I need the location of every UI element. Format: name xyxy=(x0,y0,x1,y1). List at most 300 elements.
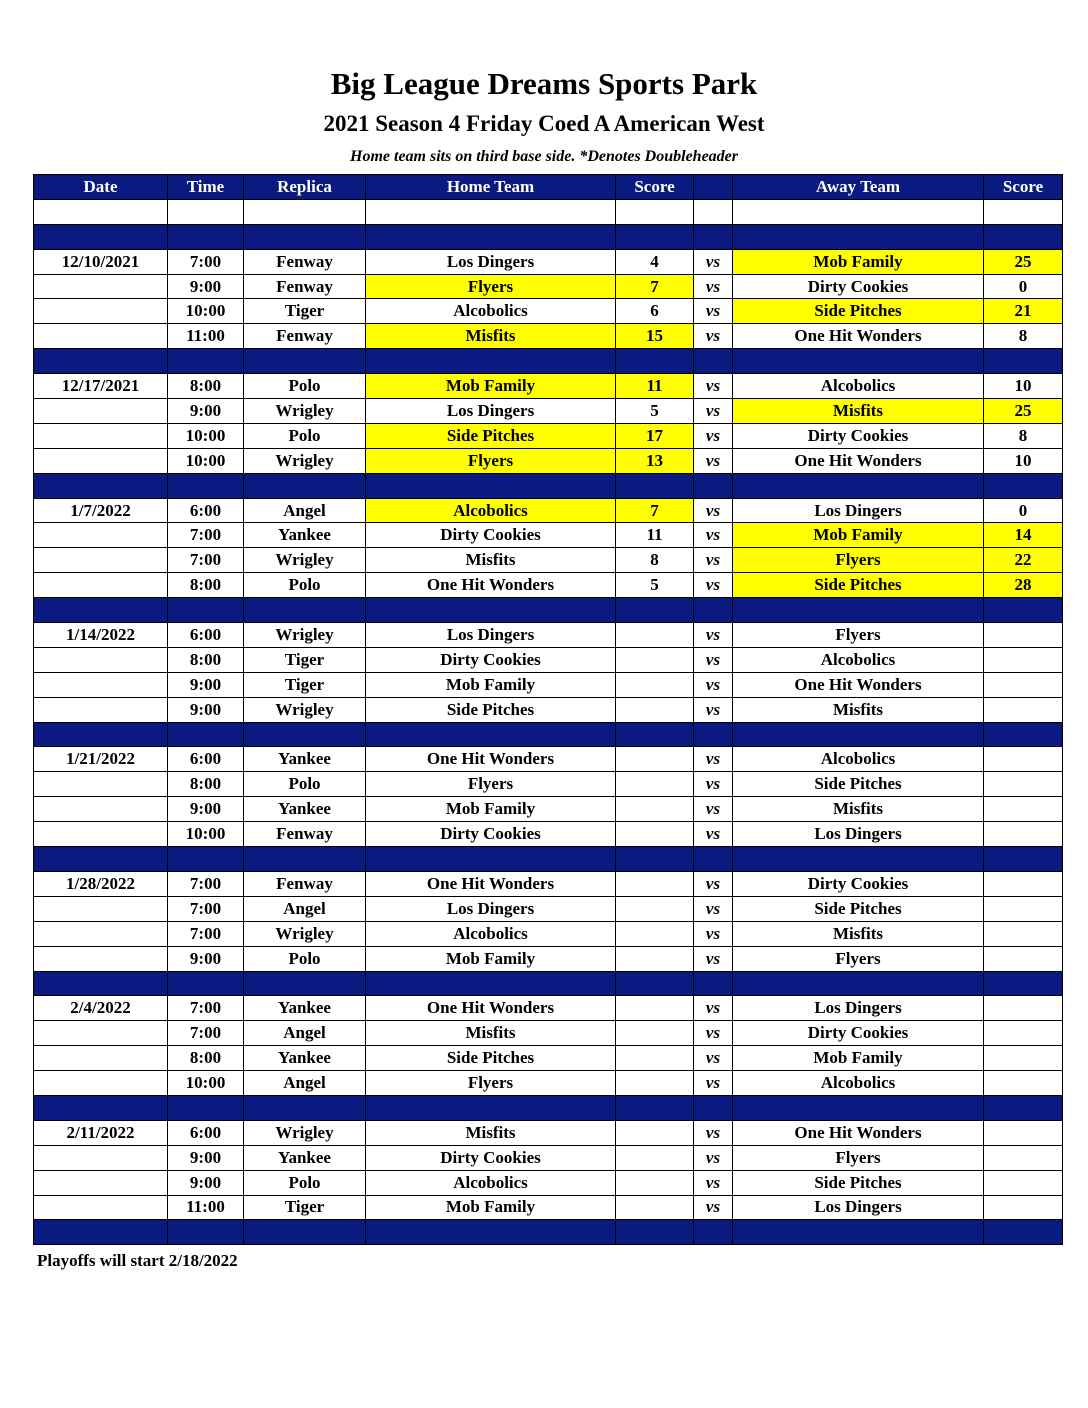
game-time: 9:00 xyxy=(168,1145,244,1170)
game-date xyxy=(34,274,168,299)
separator-cell xyxy=(34,349,168,374)
away-team: Dirty Cookies xyxy=(733,274,984,299)
away-score xyxy=(984,1170,1063,1195)
game-date xyxy=(34,324,168,349)
game-date xyxy=(34,448,168,473)
game-time: 8:00 xyxy=(168,573,244,598)
away-team: One Hit Wonders xyxy=(733,448,984,473)
home-team: Flyers xyxy=(366,448,616,473)
vs-label: vs xyxy=(694,672,733,697)
game-row xyxy=(34,996,1063,1021)
away-score xyxy=(984,1046,1063,1071)
game-field: Polo xyxy=(244,423,366,448)
away-score xyxy=(984,647,1063,672)
game-row xyxy=(34,1120,1063,1145)
game-date: 12/10/2021 xyxy=(34,249,168,274)
game-date xyxy=(34,672,168,697)
game-date xyxy=(34,1071,168,1096)
game-row xyxy=(34,548,1063,573)
game-row xyxy=(34,1195,1063,1220)
away-score xyxy=(984,797,1063,822)
home-team: Alcobolics xyxy=(366,1170,616,1195)
game-field: Angel xyxy=(244,1071,366,1096)
game-date xyxy=(34,647,168,672)
game-time: 8:00 xyxy=(168,772,244,797)
game-row xyxy=(34,921,1063,946)
away-score xyxy=(984,996,1063,1021)
game-row xyxy=(34,573,1063,598)
game-row xyxy=(34,647,1063,672)
game-field: Polo xyxy=(244,1170,366,1195)
game-time: 7:00 xyxy=(168,921,244,946)
separator-cell xyxy=(694,224,733,249)
away-score xyxy=(984,921,1063,946)
away-team: Side Pitches xyxy=(733,1170,984,1195)
separator-cell xyxy=(616,473,694,498)
home-score xyxy=(616,697,694,722)
separator-cell xyxy=(244,1220,366,1245)
vs-label: vs xyxy=(694,946,733,971)
blank-cell xyxy=(168,199,244,224)
home-score: 4 xyxy=(616,249,694,274)
separator-cell xyxy=(616,971,694,996)
game-time: 6:00 xyxy=(168,623,244,648)
vs-label: vs xyxy=(694,374,733,399)
game-row xyxy=(34,1170,1063,1195)
game-date xyxy=(34,921,168,946)
game-field: Angel xyxy=(244,896,366,921)
game-date: 2/4/2022 xyxy=(34,996,168,1021)
vs-label: vs xyxy=(694,822,733,847)
game-field: Angel xyxy=(244,1021,366,1046)
away-score xyxy=(984,946,1063,971)
separator-cell xyxy=(984,971,1063,996)
game-row xyxy=(34,448,1063,473)
home-team: Side Pitches xyxy=(366,1046,616,1071)
home-score xyxy=(616,1195,694,1220)
away-score: 28 xyxy=(984,573,1063,598)
separator-cell xyxy=(733,473,984,498)
vs-label: vs xyxy=(694,324,733,349)
away-team: Flyers xyxy=(733,548,984,573)
separator-cell xyxy=(34,473,168,498)
week-separator xyxy=(34,847,1063,872)
home-team: Dirty Cookies xyxy=(366,523,616,548)
game-row xyxy=(34,697,1063,722)
separator-cell xyxy=(244,598,366,623)
home-team: Side Pitches xyxy=(366,697,616,722)
game-time: 9:00 xyxy=(168,946,244,971)
home-team: Flyers xyxy=(366,1071,616,1096)
home-team: Misfits xyxy=(366,548,616,573)
game-row xyxy=(34,946,1063,971)
home-team: Los Dingers xyxy=(366,896,616,921)
separator-cell xyxy=(244,473,366,498)
game-time: 10:00 xyxy=(168,1071,244,1096)
game-field: Fenway xyxy=(244,871,366,896)
separator-cell xyxy=(168,473,244,498)
game-time: 9:00 xyxy=(168,274,244,299)
away-score xyxy=(984,822,1063,847)
vs-label: vs xyxy=(694,996,733,1021)
game-field: Yankee xyxy=(244,1046,366,1071)
col-home-score: Score xyxy=(616,175,694,200)
away-team: Side Pitches xyxy=(733,573,984,598)
vs-label: vs xyxy=(694,249,733,274)
separator-cell xyxy=(366,473,616,498)
separator-cell xyxy=(168,598,244,623)
game-field: Fenway xyxy=(244,274,366,299)
game-field: Yankee xyxy=(244,747,366,772)
home-score xyxy=(616,921,694,946)
separator-cell xyxy=(366,971,616,996)
separator-cell xyxy=(244,1095,366,1120)
separator-cell xyxy=(694,349,733,374)
separator-cell xyxy=(733,598,984,623)
vs-label: vs xyxy=(694,871,733,896)
away-team: Misfits xyxy=(733,399,984,424)
blank-row xyxy=(34,199,1063,224)
game-time: 10:00 xyxy=(168,299,244,324)
home-team: Mob Family xyxy=(366,672,616,697)
home-team: Los Dingers xyxy=(366,249,616,274)
separator-cell xyxy=(168,1220,244,1245)
col-replica: Replica xyxy=(244,175,366,200)
away-score xyxy=(984,1120,1063,1145)
away-team: Misfits xyxy=(733,921,984,946)
game-date: 1/7/2022 xyxy=(34,498,168,523)
home-score: 11 xyxy=(616,374,694,399)
vs-label: vs xyxy=(694,623,733,648)
away-score xyxy=(984,672,1063,697)
game-row xyxy=(34,1071,1063,1096)
separator-cell xyxy=(984,349,1063,374)
separator-cell xyxy=(984,722,1063,747)
game-field: Wrigley xyxy=(244,399,366,424)
game-field: Wrigley xyxy=(244,697,366,722)
home-score: 13 xyxy=(616,448,694,473)
away-team: Los Dingers xyxy=(733,822,984,847)
home-team: Los Dingers xyxy=(366,623,616,648)
separator-cell xyxy=(984,598,1063,623)
home-score xyxy=(616,822,694,847)
game-date xyxy=(34,797,168,822)
separator-cell xyxy=(616,349,694,374)
game-time: 8:00 xyxy=(168,374,244,399)
away-score xyxy=(984,772,1063,797)
separator-cell xyxy=(694,1220,733,1245)
home-score xyxy=(616,1145,694,1170)
game-time: 11:00 xyxy=(168,324,244,349)
game-time: 6:00 xyxy=(168,498,244,523)
home-team: Flyers xyxy=(366,772,616,797)
vs-label: vs xyxy=(694,1120,733,1145)
separator-cell xyxy=(733,1220,984,1245)
separator-cell xyxy=(616,847,694,872)
game-row xyxy=(34,1046,1063,1071)
home-score xyxy=(616,672,694,697)
game-row xyxy=(34,274,1063,299)
home-team: One Hit Wonders xyxy=(366,996,616,1021)
separator-cell xyxy=(984,224,1063,249)
away-score: 25 xyxy=(984,249,1063,274)
game-row xyxy=(34,498,1063,523)
separator-cell xyxy=(733,722,984,747)
game-date xyxy=(34,1170,168,1195)
away-team: Los Dingers xyxy=(733,996,984,1021)
playoffs-note: Playoffs will start 2/18/2022 xyxy=(37,1251,238,1270)
separator-cell xyxy=(733,847,984,872)
col-time: Time xyxy=(168,175,244,200)
game-date xyxy=(34,946,168,971)
separator-cell xyxy=(694,971,733,996)
home-team: One Hit Wonders xyxy=(366,573,616,598)
away-team: Dirty Cookies xyxy=(733,1021,984,1046)
game-time: 7:00 xyxy=(168,896,244,921)
home-score xyxy=(616,747,694,772)
away-team: Side Pitches xyxy=(733,299,984,324)
game-row xyxy=(34,423,1063,448)
separator-cell xyxy=(733,349,984,374)
blank-cell xyxy=(34,199,168,224)
game-time: 9:00 xyxy=(168,797,244,822)
separator-cell xyxy=(694,1095,733,1120)
away-score xyxy=(984,623,1063,648)
game-row xyxy=(34,399,1063,424)
home-team: Misfits xyxy=(366,324,616,349)
home-team: Alcobolics xyxy=(366,498,616,523)
vs-label: vs xyxy=(694,274,733,299)
vs-label: vs xyxy=(694,523,733,548)
home-score xyxy=(616,896,694,921)
separator-cell xyxy=(366,847,616,872)
away-score: 8 xyxy=(984,423,1063,448)
home-score: 15 xyxy=(616,324,694,349)
game-date xyxy=(34,822,168,847)
away-team: Alcobolics xyxy=(733,647,984,672)
game-field: Wrigley xyxy=(244,548,366,573)
separator-cell xyxy=(168,1095,244,1120)
game-row xyxy=(34,374,1063,399)
separator-cell xyxy=(616,1095,694,1120)
game-time: 7:00 xyxy=(168,523,244,548)
away-team: Dirty Cookies xyxy=(733,423,984,448)
away-score: 0 xyxy=(984,498,1063,523)
home-team: Mob Family xyxy=(366,946,616,971)
separator-cell xyxy=(366,598,616,623)
game-field: Yankee xyxy=(244,996,366,1021)
away-score xyxy=(984,896,1063,921)
vs-label: vs xyxy=(694,299,733,324)
game-field: Yankee xyxy=(244,797,366,822)
separator-cell xyxy=(34,1220,168,1245)
home-team: One Hit Wonders xyxy=(366,871,616,896)
away-team: Alcobolics xyxy=(733,1071,984,1096)
col-home-team: Home Team xyxy=(366,175,616,200)
game-field: Wrigley xyxy=(244,1120,366,1145)
game-field: Polo xyxy=(244,772,366,797)
separator-cell xyxy=(616,598,694,623)
separator-cell xyxy=(34,1095,168,1120)
separator-cell xyxy=(694,847,733,872)
home-score xyxy=(616,871,694,896)
home-team: One Hit Wonders xyxy=(366,747,616,772)
away-team: Mob Family xyxy=(733,249,984,274)
away-team: Los Dingers xyxy=(733,1195,984,1220)
season-subtitle: 2021 Season 4 Friday Coed A American West xyxy=(323,111,765,136)
vs-label: vs xyxy=(694,1145,733,1170)
game-field: Fenway xyxy=(244,324,366,349)
vs-label: vs xyxy=(694,1195,733,1220)
vs-label: vs xyxy=(694,399,733,424)
vs-label: vs xyxy=(694,1071,733,1096)
separator-cell xyxy=(244,971,366,996)
game-row xyxy=(34,324,1063,349)
blank-cell xyxy=(694,199,733,224)
away-score xyxy=(984,871,1063,896)
game-time: 7:00 xyxy=(168,871,244,896)
game-row xyxy=(34,623,1063,648)
week-separator xyxy=(34,971,1063,996)
separator-cell xyxy=(168,349,244,374)
separator-cell xyxy=(984,473,1063,498)
game-field: Yankee xyxy=(244,1145,366,1170)
vs-label: vs xyxy=(694,772,733,797)
away-team: Side Pitches xyxy=(733,896,984,921)
game-row xyxy=(34,672,1063,697)
separator-cell xyxy=(34,722,168,747)
col-vs xyxy=(694,175,733,200)
home-score xyxy=(616,1021,694,1046)
home-score xyxy=(616,797,694,822)
game-time: 7:00 xyxy=(168,548,244,573)
home-score: 17 xyxy=(616,423,694,448)
blank-cell xyxy=(733,199,984,224)
home-team: Los Dingers xyxy=(366,399,616,424)
game-date xyxy=(34,1021,168,1046)
game-date xyxy=(34,423,168,448)
separator-cell xyxy=(168,847,244,872)
separator-cell xyxy=(244,224,366,249)
away-score xyxy=(984,1195,1063,1220)
blank-cell xyxy=(244,199,366,224)
home-team: Dirty Cookies xyxy=(366,822,616,847)
separator-cell xyxy=(244,349,366,374)
blank-cell xyxy=(366,199,616,224)
game-date: 2/11/2022 xyxy=(34,1120,168,1145)
game-field: Tiger xyxy=(244,1195,366,1220)
home-score xyxy=(616,772,694,797)
away-team: Flyers xyxy=(733,946,984,971)
game-date xyxy=(34,399,168,424)
game-time: 8:00 xyxy=(168,647,244,672)
separator-cell xyxy=(694,473,733,498)
separator-cell xyxy=(694,598,733,623)
vs-label: vs xyxy=(694,896,733,921)
separator-cell xyxy=(616,224,694,249)
col-away-team: Away Team xyxy=(733,175,984,200)
separator-cell xyxy=(34,971,168,996)
week-separator xyxy=(34,1220,1063,1245)
vs-label: vs xyxy=(694,921,733,946)
home-score xyxy=(616,647,694,672)
game-field: Tiger xyxy=(244,672,366,697)
home-score: 5 xyxy=(616,573,694,598)
col-away-score: Score xyxy=(984,175,1063,200)
home-team: Mob Family xyxy=(366,797,616,822)
vs-label: vs xyxy=(694,697,733,722)
game-time: 9:00 xyxy=(168,1170,244,1195)
separator-cell xyxy=(733,224,984,249)
game-row xyxy=(34,822,1063,847)
week-separator xyxy=(34,473,1063,498)
home-score xyxy=(616,1046,694,1071)
game-date: 1/14/2022 xyxy=(34,623,168,648)
game-field: Tiger xyxy=(244,647,366,672)
separator-cell xyxy=(366,1220,616,1245)
game-row xyxy=(34,1145,1063,1170)
separator-cell xyxy=(34,598,168,623)
game-time: 6:00 xyxy=(168,747,244,772)
separator-cell xyxy=(34,224,168,249)
vs-label: vs xyxy=(694,498,733,523)
away-score: 25 xyxy=(984,399,1063,424)
game-field: Wrigley xyxy=(244,448,366,473)
separator-cell xyxy=(168,722,244,747)
vs-label: vs xyxy=(694,647,733,672)
game-time: 9:00 xyxy=(168,672,244,697)
game-field: Polo xyxy=(244,573,366,598)
away-team: Los Dingers xyxy=(733,498,984,523)
away-team: Flyers xyxy=(733,1145,984,1170)
away-score xyxy=(984,747,1063,772)
home-team: Mob Family xyxy=(366,1195,616,1220)
game-field: Yankee xyxy=(244,523,366,548)
home-team: Dirty Cookies xyxy=(366,1145,616,1170)
separator-cell xyxy=(616,1220,694,1245)
game-date xyxy=(34,896,168,921)
home-score xyxy=(616,946,694,971)
separator-cell xyxy=(168,971,244,996)
game-date xyxy=(34,573,168,598)
separator-cell xyxy=(366,722,616,747)
home-team: Misfits xyxy=(366,1021,616,1046)
home-score xyxy=(616,623,694,648)
game-row xyxy=(34,299,1063,324)
away-score xyxy=(984,1071,1063,1096)
separator-cell xyxy=(168,224,244,249)
away-team: Side Pitches xyxy=(733,772,984,797)
separator-cell xyxy=(366,349,616,374)
separator-cell xyxy=(984,847,1063,872)
game-date: 1/28/2022 xyxy=(34,871,168,896)
home-team: Side Pitches xyxy=(366,423,616,448)
away-score: 0 xyxy=(984,274,1063,299)
game-date: 12/17/2021 xyxy=(34,374,168,399)
away-score: 8 xyxy=(984,324,1063,349)
separator-cell xyxy=(366,1095,616,1120)
away-score xyxy=(984,1145,1063,1170)
home-team: Flyers xyxy=(366,274,616,299)
schedule-table xyxy=(33,174,1063,1245)
home-score xyxy=(616,1071,694,1096)
away-team: One Hit Wonders xyxy=(733,672,984,697)
home-team: Dirty Cookies xyxy=(366,647,616,672)
blank-cell xyxy=(984,199,1063,224)
game-time: 6:00 xyxy=(168,1120,244,1145)
page-title: Big League Dreams Sports Park xyxy=(330,66,758,101)
separator-cell xyxy=(616,722,694,747)
